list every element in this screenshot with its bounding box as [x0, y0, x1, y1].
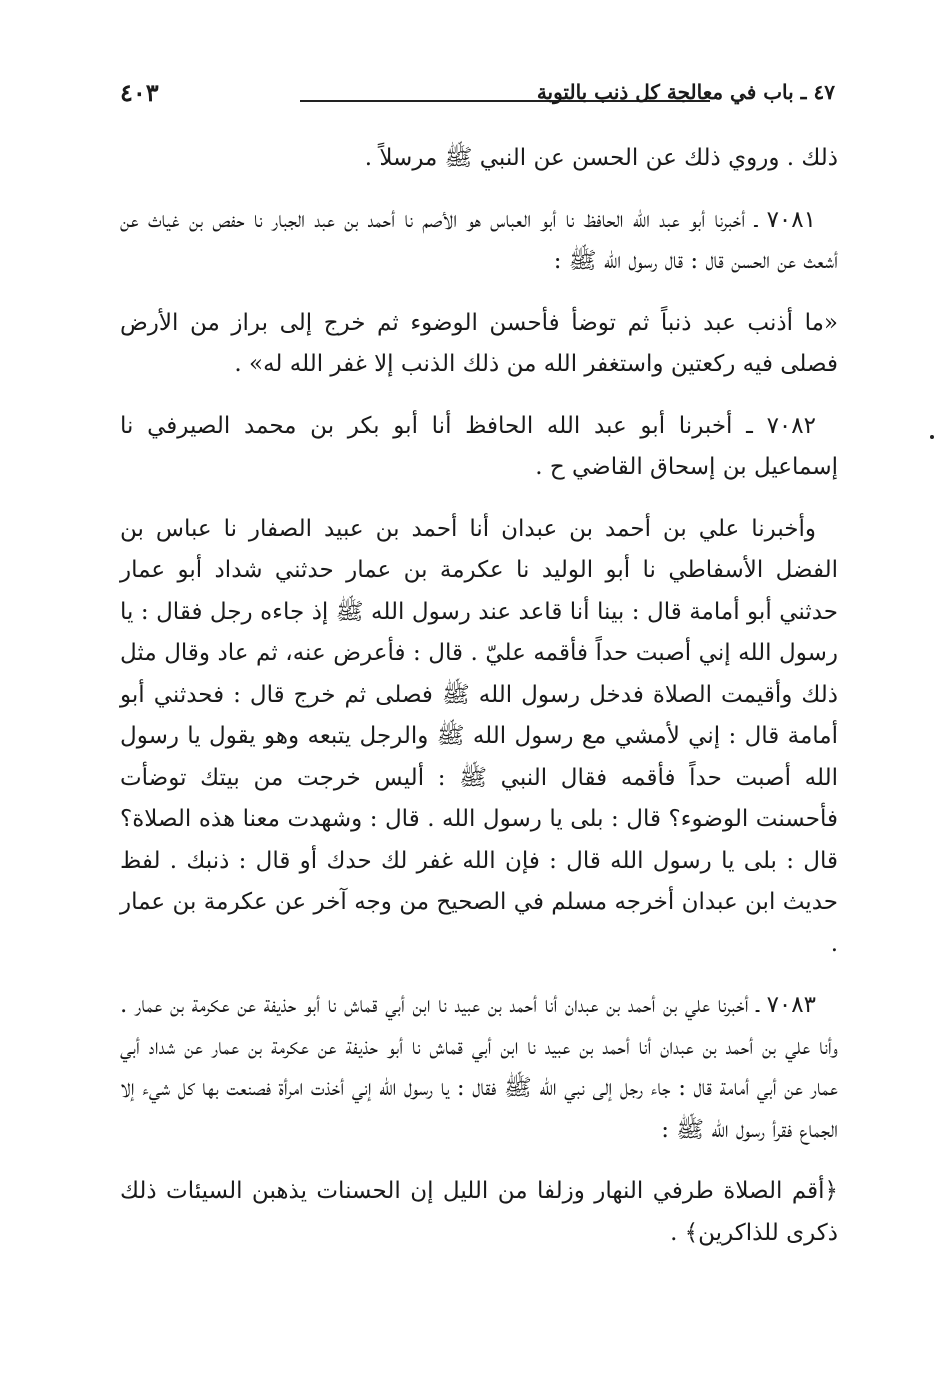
chapter-title: ٤٧ ـ باب في معالجة كل ذنب بالتوبة	[536, 80, 835, 104]
quran-verse: ﴿أقم الصلاة طرفي النهار وزلفا من الليل إن الحسنات يذهبن السيئات ذلك ذكرى للذاكرين﴾ .	[120, 1178, 838, 1246]
hadith-7081: ٧٠٨١ ـ أخبرنا أبو عبد الله الحافظ نا أبو العباس هو الأصم نا أحمد بن عبد الجبار نا حفص بن غياث عن أشعث عن الحسن قال : قال رسول الله ﷺ :	[120, 206, 838, 274]
hadith-7082-text: وأخبرنا علي بن أحمد بن عبدان أنا أحمد بن عبيد الصفار نا عباس بن الفضل الأسفاطي نا أبو الوليد نا عكرمة بن عمار حدثني شداد أبو عمار حدثني أبو أمامة قال : بينا أنا قاعد عند رسول الله ﷺ إذ جاءه رجل فقال : يا رسول الله إني أصبت حداً فأقمه عليّ . قال : فأعرض عنه، ثم عاد وقال مثل ذلك وأقيمت الصلاة فدخل رسول الله ﷺ فصلى ثم خرج قال : فحدثني أبو أمامة قال : إني لأمشي مع رسول الله ﷺ والرجل يتبعه وهو يقول يا رسول الله أصبت حداً فأقمه فقال النبي ﷺ : أليس خرجت من بيتك توضأت فأحسنت الوضوء؟ قال : بلى يا رسول الله . قال : وشهدت معنا هذه الصلاة؟ قال : بلى يا رسول الله قال : فإن الله غفر لك حدك أو قال : ذنبك . لفظ حديث ابن عبدان أخرجه مسلم في الصحيح من وجه آخر عن عكرمة بن عمار .	[120, 515, 838, 957]
hadith-7081-text: «ما أذنب عبد ذنباً ثم توضأ فأحسن الوضوء ثم خرج إلى براز من الأرض فصلى فيه ركعتين واستغفر الله من ذلك الذنب إلا غفر الله له» .	[120, 309, 838, 377]
paragraph-continuation: ذلك . وروي ذلك عن الحسن عن النبي ﷺ مرسلاً .	[364, 145, 838, 171]
hadith-7082: ٧٠٨٢ ـ أخبرنا أبو عبد الله الحافظ أنا أبو بكر بن محمد الصيرفي نا إسماعيل بن إسحاق القاضي ح .	[120, 412, 838, 480]
margin-mark	[930, 435, 934, 439]
page-header	[120, 78, 835, 118]
hadith-7083: ٧٠٨٣ ـ أخبرنا علي بن أحمد بن عبدان أنا أحمد بن عبيد نا ابن أبي قماش نا أبو حذيفة عن عكرمة بن عمار . وأنا علي بن أحمد بن عبدان أنا أحمد بن عبيد نا ابن أبي قماش نا أبو حذيفة عن عكرمة بن عمار عن شداد أبي عمار عن أبي أمامة قال : جاء رجل إلى نبي الله ﷺ فقال : يا رسول الله إني أخذت امرأة فصنعت بها كل شيء إلا الجماع فقرأ رسول الله ﷺ :	[120, 992, 838, 1143]
page-number: ٤٠٣	[120, 78, 159, 107]
page-body	[120, 138, 838, 1254]
